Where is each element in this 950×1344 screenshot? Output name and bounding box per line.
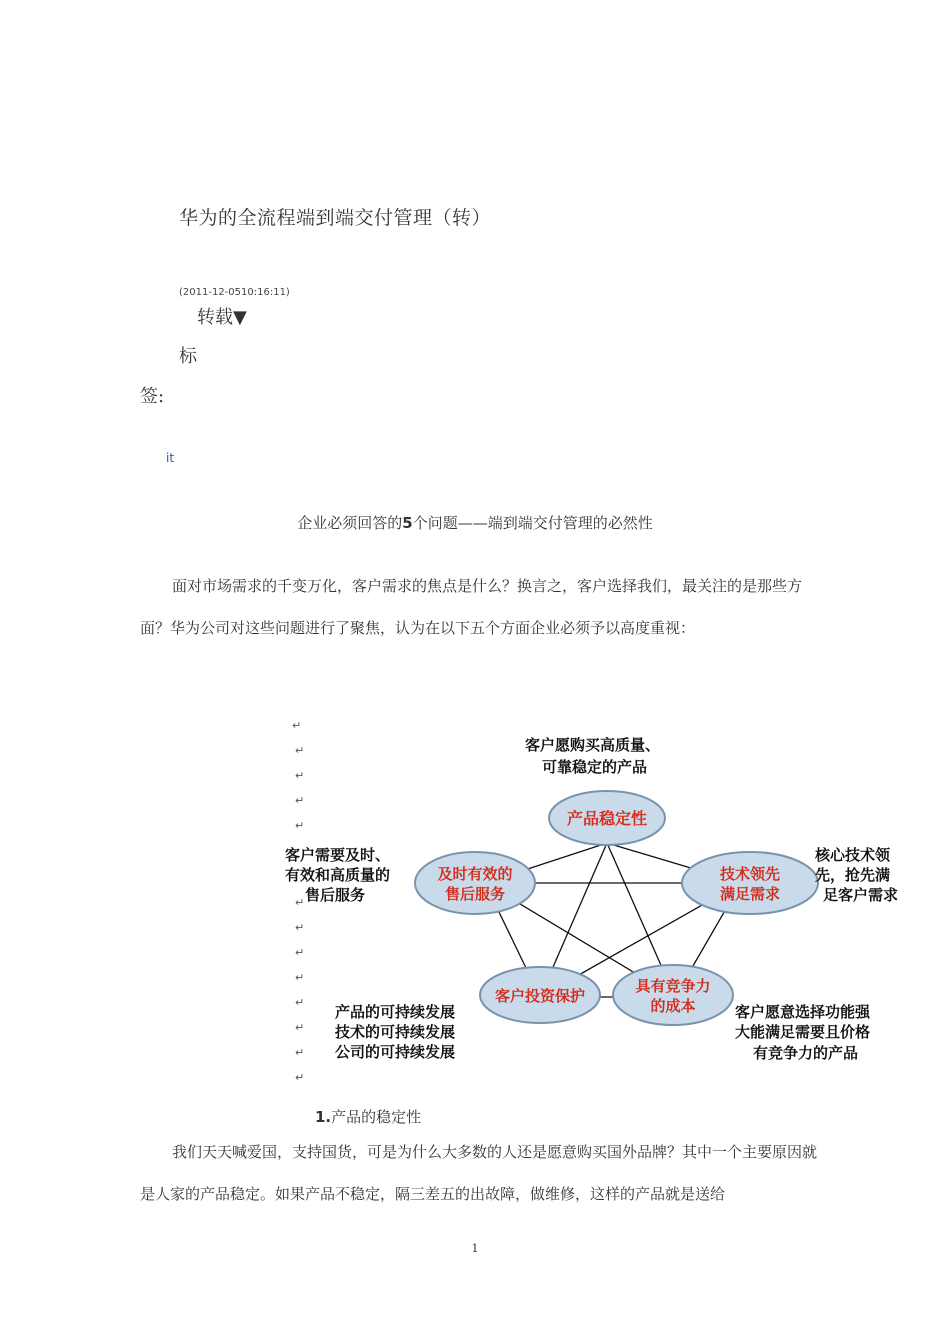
section-heading: 企业必须回答的5个问题——端到端交付管理的必然性 [297, 514, 653, 532]
note-bottom-right [735, 1003, 871, 1062]
article-title: 华为的全流程端到端交付管理（转） [179, 207, 492, 229]
tags-label-part1: 标 [179, 346, 197, 367]
node-label: 满足需求 [719, 885, 781, 903]
paragraph-mark: ↵ [295, 946, 305, 959]
node-label: 客户投资保护 [494, 987, 586, 1005]
note-line: 产品的可持续发展 [335, 1003, 456, 1021]
paragraph-mark: ↵ [295, 769, 305, 782]
node-label: 具有竞争力 [635, 977, 711, 995]
note-line: 有效和高质量的 [285, 866, 391, 884]
node-after-sales-service [415, 852, 535, 914]
node-label: 售后服务 [444, 885, 506, 903]
node-competitive-cost [613, 965, 733, 1025]
note-line: 客户愿意选择功能强 [735, 1003, 871, 1021]
note-line: 公司的可持续发展 [335, 1043, 456, 1061]
intro-paragraph: 面对市场需求的千变万化，客户需求的焦点是什么？换言之，客户选择我们，最关注的是那些方面？华为公司对这些问题进行了聚焦，认为在以下五个方面企业必须予以高度重视： [140, 577, 803, 637]
paragraph-mark: ↵ [292, 719, 302, 732]
note-line: 大能满足需要且价格 [735, 1023, 871, 1041]
note-line: 售后服务 [305, 886, 366, 904]
paragraph-mark: ↵ [295, 1046, 305, 1059]
page-number: 1 [471, 1242, 479, 1255]
paragraph-mark: ↵ [295, 1071, 305, 1084]
article-date: (2011-12-0510:16:11) [179, 287, 290, 298]
five-factors-diagram [275, 715, 915, 1095]
note-line: 有竞争力的产品 [753, 1044, 859, 1062]
tags-label-part2: 签: [140, 386, 165, 407]
note-line: 先，抢先满 [815, 866, 891, 884]
node-label: 技术领先 [719, 865, 781, 883]
note-line: 技术的可持续发展 [335, 1023, 456, 1041]
note-line: 客户需要及时、 [285, 846, 391, 864]
note-line: 可靠稳定的产品 [542, 758, 648, 776]
note-line: 核心技术领 [815, 846, 891, 864]
paragraph-marks [292, 719, 304, 1084]
paragraph-mark: ↵ [295, 1021, 305, 1034]
tag-link-it[interactable]: it [166, 451, 175, 465]
paragraph-mark: ↵ [295, 819, 305, 832]
note-line: 客户愿购买高质量、 [525, 736, 661, 754]
node-label: 产品稳定性 [566, 809, 648, 828]
node-tech-leadership [682, 852, 818, 914]
body-paragraph: 我们天天喊爱国，支持国货，可是为什么大多数的人还是愿意购买国外品牌？其中一个主要原因就是人家的产品稳定。如果产品不稳定，隔三差五的出故障，做维修，这样的产品就是送给 [140, 1143, 818, 1203]
node-label: 及时有效的 [437, 865, 513, 883]
paragraph-mark: ↵ [295, 921, 305, 934]
note-bottom-left [334, 1003, 455, 1061]
node-product-stability [549, 791, 665, 845]
note-line: 足客户需求 [823, 886, 899, 904]
note-right [814, 846, 898, 904]
node-label: 的成本 [650, 997, 696, 1015]
paragraph-mark: ↵ [295, 744, 305, 757]
subsection-heading: 1.产品的稳定性 [315, 1108, 422, 1126]
paragraph-mark: ↵ [295, 971, 305, 984]
paragraph-mark: ↵ [295, 996, 305, 1009]
paragraph-mark: ↵ [295, 794, 305, 807]
paragraph-mark: ↵ [295, 896, 305, 909]
node-investment-protection [480, 967, 600, 1023]
note-top [525, 736, 660, 776]
repost-dropdown[interactable]: 转载▼ [197, 307, 247, 328]
